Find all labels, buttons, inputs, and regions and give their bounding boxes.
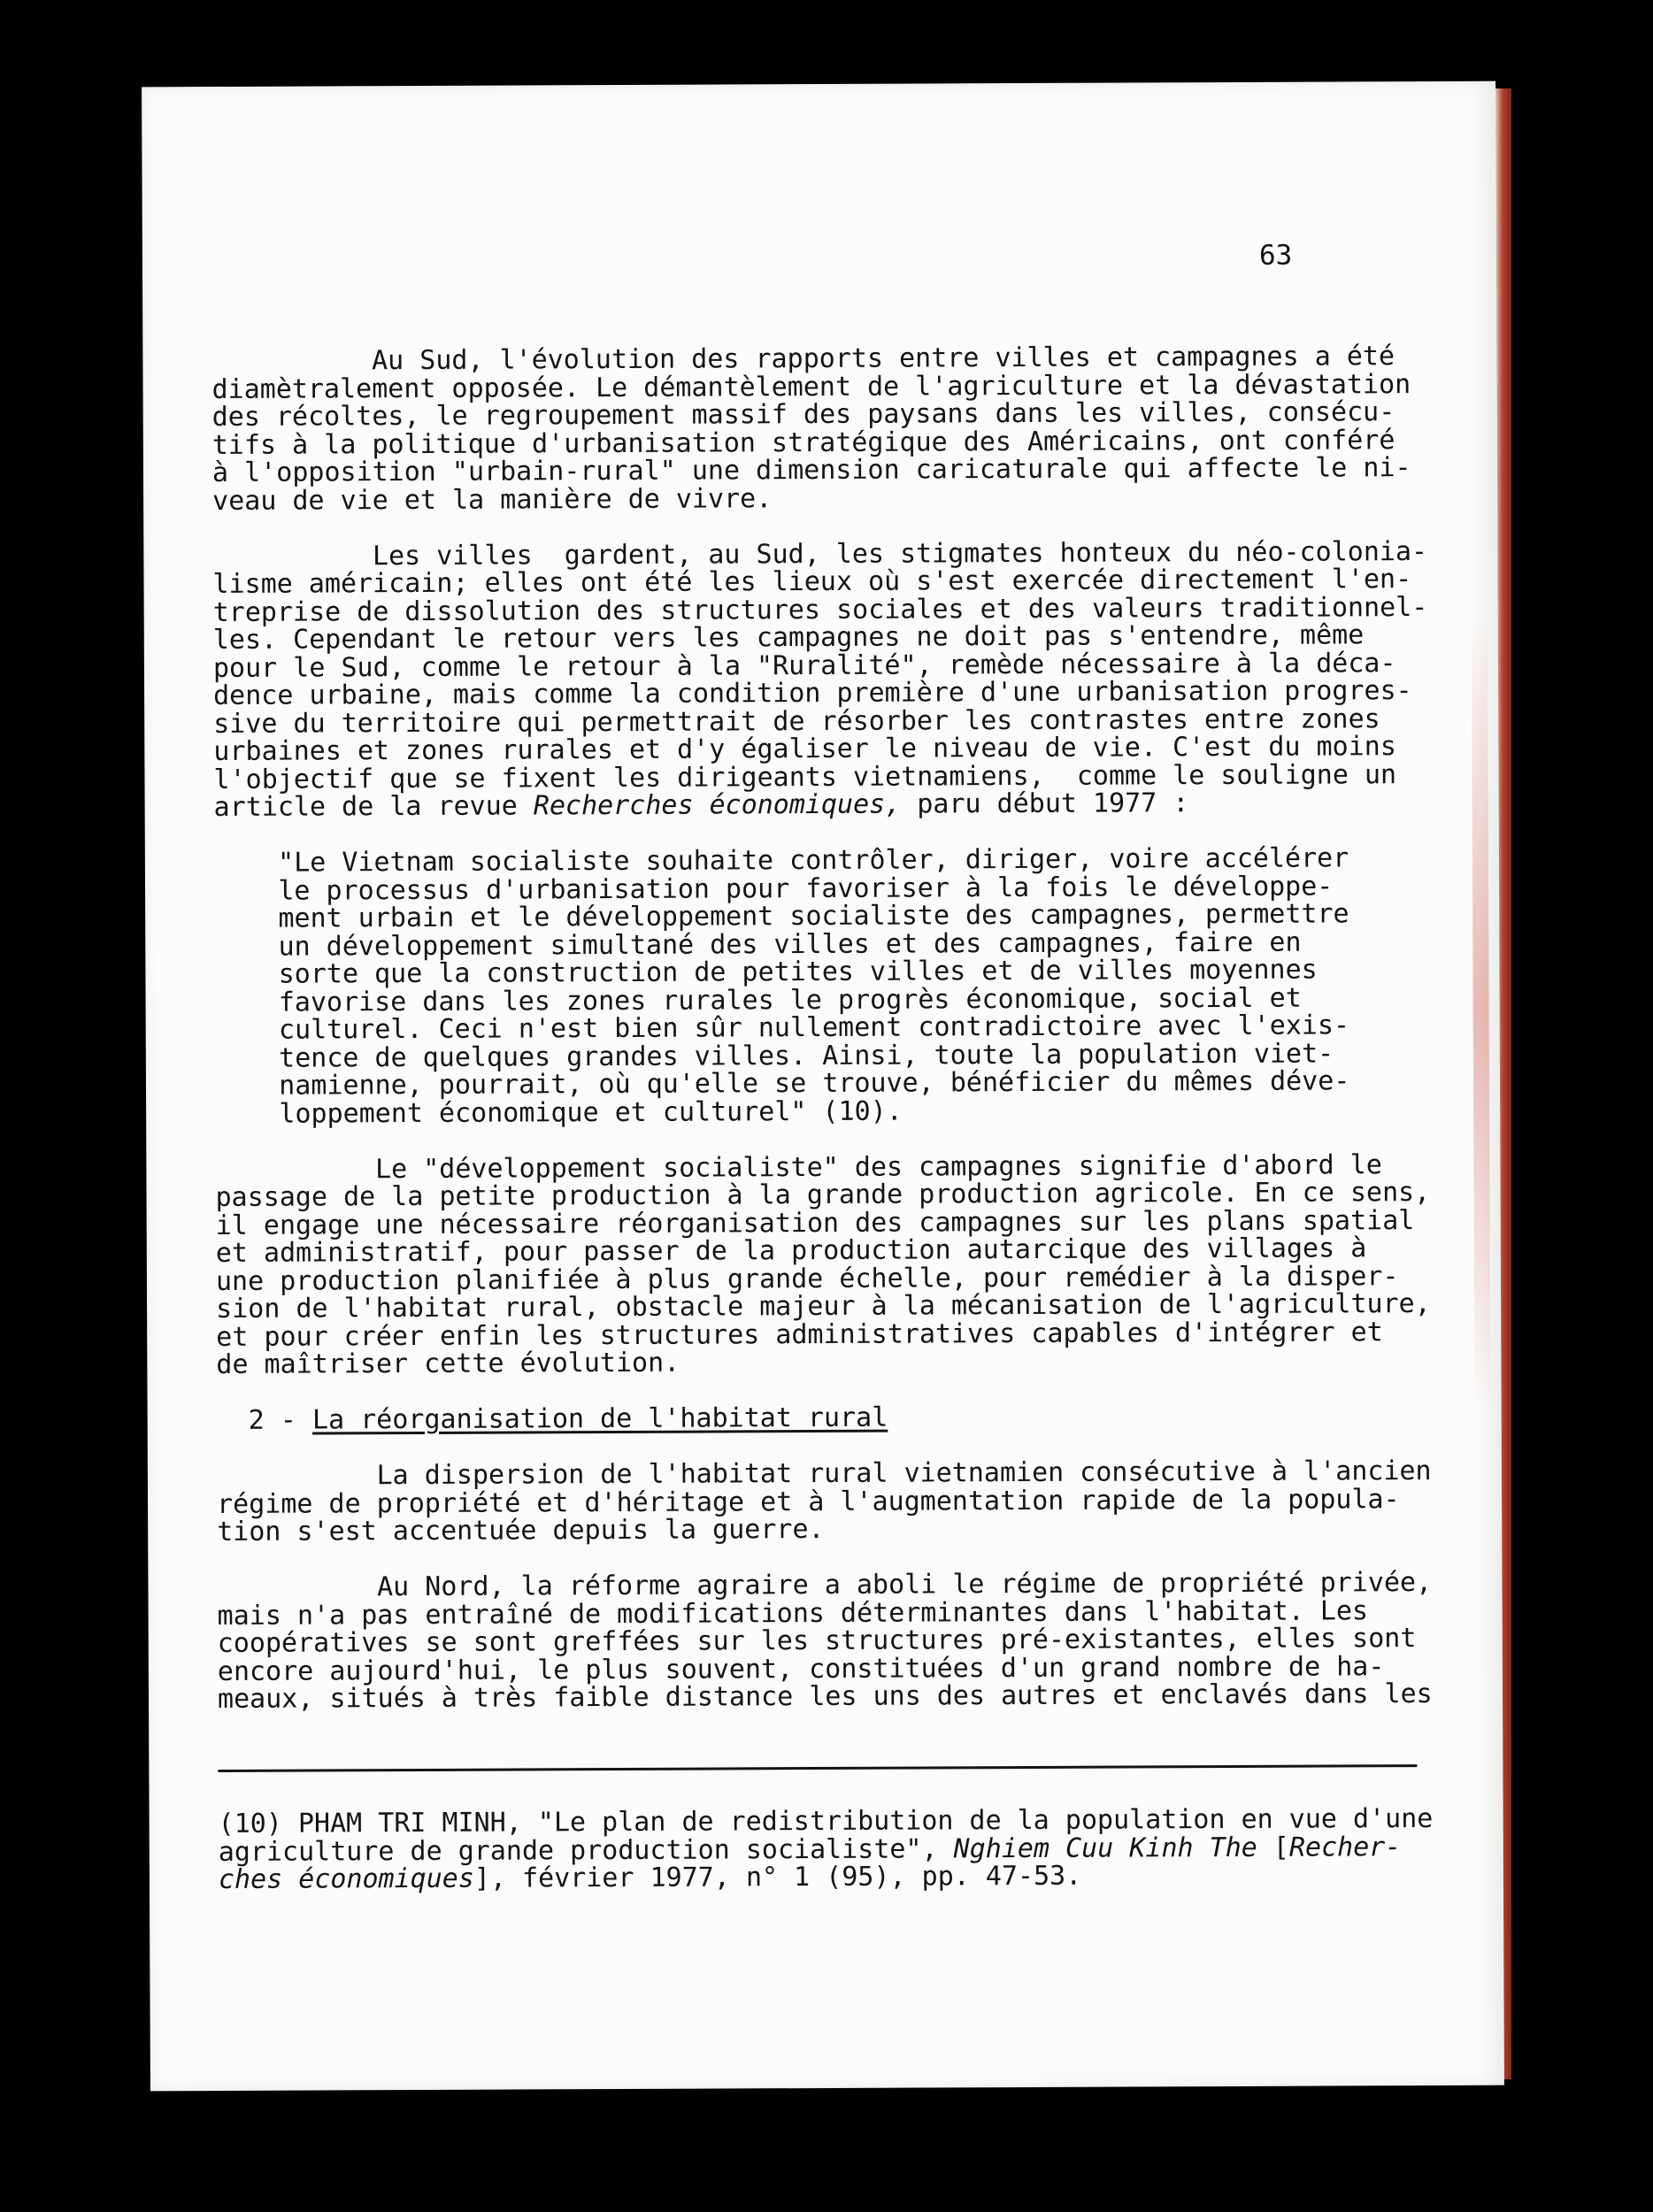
quote-line: ment urbain et le développement socialiste des campagnes, permettre [214, 898, 1349, 934]
quote-line: culturel. Ceci n'est bien sûr nullement contradictoire avec l'exis- [214, 1010, 1350, 1046]
text-line: Les villes gardent, au Sud, les stigmates honteux du néo-colonia- [212, 535, 1428, 572]
text-line: La dispersion de l'habitat rural vietnamien consécutive à l'ancien [216, 1455, 1432, 1492]
text-line: meaux, situés à très faible distance les uns des autres et enclavés dans les [217, 1678, 1433, 1715]
text-line: lisme américain; elles ont été les lieux où s'est exercée directement l'en- [212, 564, 1412, 601]
quote-line: le processus d'urbanisation pour favoriser à la fois le développe- [213, 870, 1334, 907]
text-line: urbaines et zones rurales et d'y égaliser le niveau de vie. C'est du moins [213, 731, 1396, 768]
text-line: des récoltes, le regroupement massif des paysans dans les villes, consécu- [211, 396, 1395, 434]
quote-line: un développement simultané des villes et des campagnes, faire en [214, 926, 1302, 963]
quote-line: sorte que la construction de petites villes et de villes moyennes [214, 954, 1318, 990]
journal-title: Nghiem Cuu Kinh The [953, 1832, 1257, 1864]
text-line: veau de vie et la manière de vivre. [212, 482, 773, 517]
text-line: encore aujourd'hui, le plus souvent, constituées d'un grand nombre de ha- [217, 1650, 1385, 1687]
text-line: diamètralement opposée. Le démantèlement de l'agriculture et la dévastation [211, 368, 1411, 405]
text-line: dence urbaine, mais comme la condition première d'une urbanisation progres- [212, 675, 1412, 712]
text-fragment: ], février 1977, n° 1 (95), pp. 47-53. [473, 1860, 1082, 1894]
paragraph-south-evolution [211, 342, 1482, 515]
text-line: Le "développement socialiste" des campagnes signifie d'abord le [215, 1148, 1382, 1186]
text-fragment: paru début 1977 : [901, 787, 1189, 820]
text-line: régime de propriété et d'héritage et à l'augmentation rapide de la popula- [216, 1483, 1400, 1520]
text-line: l'objectif que se fixent les dirigeants vietnamiens, comme le souligne un [213, 758, 1397, 795]
footnote-10 [219, 1805, 1488, 1894]
block-quote [214, 844, 1485, 1128]
section-number: 2 - [216, 1404, 313, 1436]
paragraph-cities-stigma [212, 535, 1483, 824]
journal-translation: Recher- [1288, 1831, 1402, 1863]
quote-line: "Le Vietnam socialiste souhaite contrôler, diriger, voire accélérer [213, 842, 1349, 879]
text-line: Au Nord, la réforme agraire a aboli le régime de propriété privée, [217, 1567, 1433, 1603]
page-number: 63 [1258, 239, 1293, 272]
text-line: passage de la petite production à la grande production agricole. En ce sens, [215, 1177, 1431, 1213]
footnote-line: (10) PHAM TRI MINH, "Le plan de redistribution de la population en vue d'une [218, 1803, 1434, 1839]
text-fragment: article de la revue [213, 790, 534, 824]
paragraph-socialist-development [215, 1150, 1486, 1379]
text-fragment: agriculture de grande production socialiste", [218, 1832, 954, 1868]
text-line: coopératives se sont greffées sur les structures pré-existantes, elles sont [217, 1623, 1417, 1659]
text-line: mais n'a pas entraîné de modifications déterminantes dans l'habitat. Les [217, 1594, 1369, 1632]
footnote-line [219, 1861, 1488, 1894]
journal-translation: ches économiques [218, 1863, 474, 1895]
quote-line: tence de quelques grandes villes. Ainsi, toute la population viet- [214, 1037, 1334, 1074]
text-line: et administratif, pour passer de la production autarcique des villages à [215, 1233, 1367, 1269]
document-page [142, 81, 1504, 2092]
text-line: sion de l'habitat rural, obstacle majeur à la mécanisation de l'agriculture, [216, 1288, 1431, 1325]
text-line: treprise de dissolution des structures sociales et des valeurs traditionnel- [212, 591, 1428, 628]
text-line: pour le Sud, comme le retour à la "Ruralité", remède nécessaire à la déca- [212, 647, 1396, 684]
text-line: sive du territoire qui permettrait de résorber les contrastes entre zones [213, 703, 1380, 740]
text-line: tion s'est accentuée depuis la guerre. [217, 1513, 825, 1548]
text-line: tifs à la politique d'urbanisation stratégique des Américains, ont conféré [211, 424, 1395, 461]
paragraph-dispersion [217, 1457, 1487, 1547]
quote-line: favorise dans les zones rurales le progrès économique, social et [214, 982, 1302, 1018]
quote-line: namienne, pourrait, où qu'elle se trouve, bénéficier du mêmes déve- [214, 1065, 1350, 1102]
footnote-rule [218, 1764, 1417, 1772]
journal-title: Recherches économiques, [533, 788, 902, 822]
text-line: à l'opposition "urbain-rural" une dimension caricaturale qui affecte le ni- [211, 452, 1411, 489]
text-line: de maîtriser cette évolution. [216, 1347, 680, 1380]
page-body [211, 342, 1488, 1714]
paragraph-north-reform [217, 1569, 1488, 1714]
text-line: une production planifiée à plus grande échelle, pour remédier à la disper- [215, 1260, 1399, 1297]
section-title: La réorganisation de l'habitat rural [311, 1402, 888, 1436]
text-line: il engage une nécessaire réorganisation des campagnes sur les plans spatial [215, 1204, 1415, 1241]
quote-line: loppement économique et culturel" (10). [215, 1095, 903, 1130]
text-fragment: [ [1257, 1832, 1289, 1863]
text-line: Au Sud, l'évolution des rapports entre villes et campagnes a été [211, 341, 1395, 378]
text-line: les. Cependant le retour vers les campagnes ne doit pas s'entendre, même [212, 619, 1365, 657]
text-line: et pour créer enfin les structures administratives capables d'intégrer et [216, 1316, 1383, 1353]
